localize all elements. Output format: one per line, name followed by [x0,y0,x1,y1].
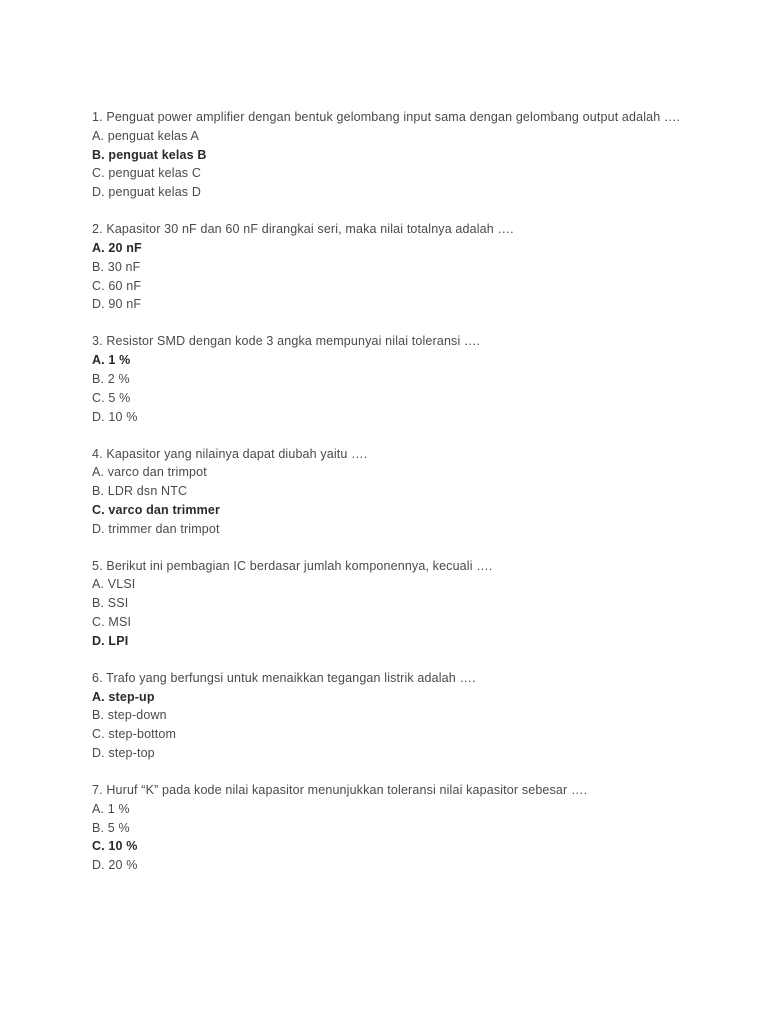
question-7 [92,781,682,875]
question-2 [92,220,682,314]
question-4 [92,445,682,539]
option-c: C. 5 % [92,390,131,405]
question-text: 4. Kapasitor yang nilainya dapat diubah yaitu …. [92,446,368,461]
question-text: 2. Kapasitor 30 nF dan 60 nF dirangkai seri, maka nilai totalnya adalah …. [92,222,514,237]
question-1 [92,108,682,202]
option-b: B. step-down [92,708,167,723]
question-text: 1. Penguat power amplifier dengan bentuk gelombang input sama dengan gelombang output adalah …. [92,110,681,124]
option-b: B. LDR dsn NTC [92,484,188,499]
option-c-correct: C. varco dan trimmer [92,502,221,517]
question-3 [92,332,682,426]
option-d-correct: D. LPI [92,633,129,648]
option-c: C. step-bottom [92,727,177,742]
question-text: 3. Resistor SMD dengan kode 3 angka mempunyai nilai toleransi …. [92,334,481,349]
option-d: D. 90 nF [92,297,142,312]
option-b: B. 5 % [92,820,130,835]
option-c: C. 60 nF [92,278,142,293]
option-d: D. trimmer dan trimpot [92,521,220,536]
option-b: B. 2 % [92,371,130,386]
option-d: D. step-top [92,746,155,761]
option-a-correct: A. step-up [92,689,155,704]
option-b: B. 30 nF [92,259,141,274]
option-d: D. penguat kelas D [92,185,202,200]
question-5 [92,557,682,651]
option-d: D. 10 % [92,409,138,424]
option-b-correct: B. penguat kelas B [92,147,207,162]
option-b: B. SSI [92,596,129,611]
option-a: A. varco dan trimpot [92,465,207,480]
option-a: A. penguat kelas A [92,128,199,143]
question-text: 7. Huruf “K” pada kode nilai kapasitor menunjukkan toleransi nilai kapasitor sebesar …. [92,783,588,798]
option-c: C. MSI [92,615,132,630]
option-a-correct: A. 1 % [92,353,131,368]
option-c: C. penguat kelas C [92,166,202,181]
question-6 [92,669,682,763]
option-d: D. 20 % [92,858,138,873]
document-page [92,108,682,893]
option-a: A. 1 % [92,801,130,816]
question-text: 5. Berikut ini pembagian IC berdasar jumlah komponennya, kecuali …. [92,558,493,573]
option-a: A. VLSI [92,577,136,592]
option-a-correct: A. 20 nF [92,240,142,255]
question-text: 6. Trafo yang berfungsi untuk menaikkan tegangan listrik adalah …. [92,670,476,685]
option-c-correct: C. 10 % [92,839,138,854]
